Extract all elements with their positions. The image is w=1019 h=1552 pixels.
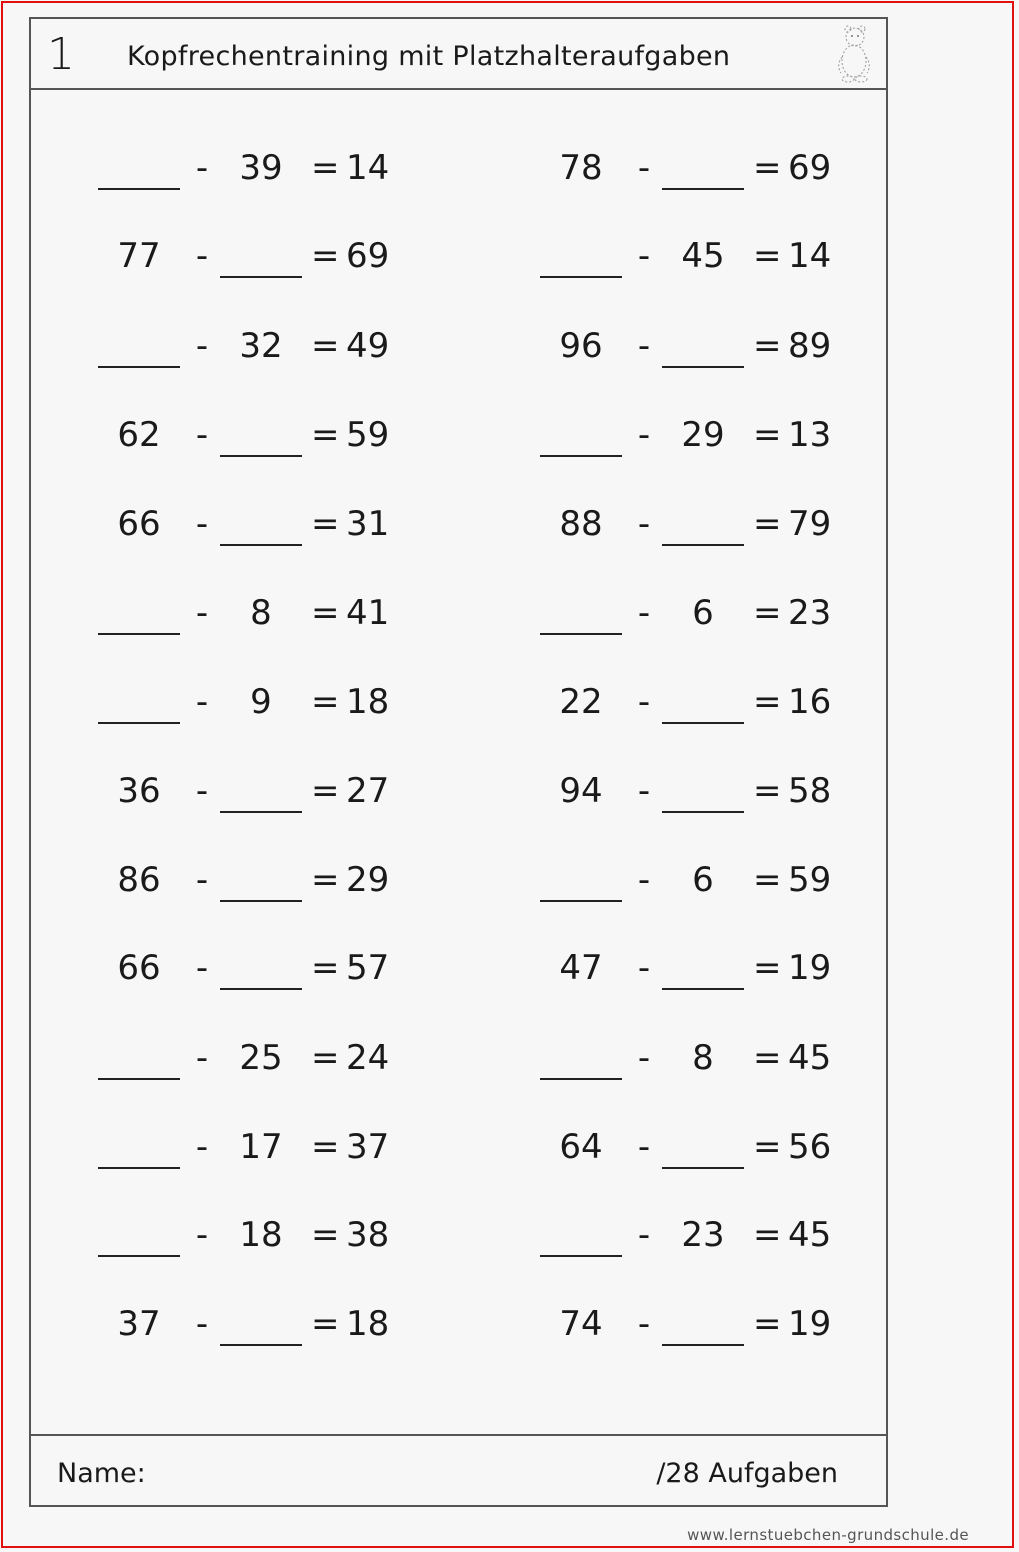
result: 23 bbox=[788, 593, 832, 633]
blank-line bbox=[98, 366, 180, 368]
answer-blank[interactable] bbox=[96, 588, 182, 638]
subtraction-problem bbox=[96, 1122, 416, 1172]
sheet-number: 1 bbox=[47, 29, 75, 80]
blank-line bbox=[662, 1344, 744, 1346]
blank-line bbox=[98, 1167, 180, 1169]
subtraction-problem bbox=[538, 588, 858, 638]
minus-sign: - bbox=[195, 682, 209, 722]
subtrahend: 9 bbox=[250, 682, 272, 722]
subtraction-problem bbox=[538, 855, 858, 905]
equals-sign: = bbox=[311, 1304, 340, 1344]
blank-line bbox=[220, 900, 302, 902]
result: 89 bbox=[788, 326, 832, 366]
minus-sign: - bbox=[637, 326, 651, 366]
equals-sign: = bbox=[311, 948, 340, 988]
equals-sign: = bbox=[311, 1215, 340, 1255]
equals-sign: = bbox=[753, 1304, 782, 1344]
subtrahend: 6 bbox=[692, 593, 714, 633]
answer-blank[interactable] bbox=[218, 231, 304, 281]
subtrahend: 45 bbox=[681, 236, 725, 276]
result: 69 bbox=[788, 148, 832, 188]
blank-line bbox=[540, 633, 622, 635]
result: 37 bbox=[346, 1127, 390, 1167]
result: 29 bbox=[346, 860, 390, 900]
result: 58 bbox=[788, 771, 832, 811]
sheet-title: Kopfrechentraining mit Platzhalteraufgaben bbox=[127, 41, 731, 72]
subtraction-problem bbox=[538, 1033, 858, 1083]
answer-blank[interactable] bbox=[538, 1033, 624, 1083]
result: 24 bbox=[346, 1038, 390, 1078]
result: 16 bbox=[788, 682, 832, 722]
minuend: 77 bbox=[117, 236, 161, 276]
blank-line bbox=[662, 811, 744, 813]
minuend: 96 bbox=[559, 326, 603, 366]
equals-sign: = bbox=[753, 771, 782, 811]
minuend: 66 bbox=[117, 948, 161, 988]
minus-sign: - bbox=[195, 948, 209, 988]
minuend: 88 bbox=[559, 504, 603, 544]
result: 69 bbox=[346, 236, 390, 276]
answer-blank[interactable] bbox=[218, 1299, 304, 1349]
answer-blank[interactable] bbox=[660, 1122, 746, 1172]
equals-sign: = bbox=[753, 682, 782, 722]
subtraction-problem bbox=[538, 943, 858, 993]
blank-line bbox=[662, 722, 744, 724]
subtraction-problem bbox=[96, 499, 416, 549]
answer-blank[interactable] bbox=[660, 677, 746, 727]
equals-sign: = bbox=[311, 1127, 340, 1167]
blank-line bbox=[220, 811, 302, 813]
equals-sign: = bbox=[753, 148, 782, 188]
subtrahend: 18 bbox=[239, 1215, 283, 1255]
answer-blank[interactable] bbox=[660, 766, 746, 816]
equals-sign: = bbox=[311, 236, 340, 276]
subtraction-problem bbox=[538, 1299, 858, 1349]
blank-line bbox=[220, 544, 302, 546]
subtraction-problem bbox=[96, 1299, 416, 1349]
minus-sign: - bbox=[637, 1127, 651, 1167]
subtrahend: 25 bbox=[239, 1038, 283, 1078]
equals-sign: = bbox=[311, 148, 340, 188]
answer-blank[interactable] bbox=[660, 1299, 746, 1349]
blank-line bbox=[662, 188, 744, 190]
minus-sign: - bbox=[637, 504, 651, 544]
equals-sign: = bbox=[753, 860, 782, 900]
subtrahend: 6 bbox=[692, 860, 714, 900]
blank-line bbox=[98, 1255, 180, 1257]
result: 19 bbox=[788, 1304, 832, 1344]
equals-sign: = bbox=[311, 415, 340, 455]
answer-blank[interactable] bbox=[660, 499, 746, 549]
blank-line bbox=[98, 188, 180, 190]
blank-line bbox=[540, 1078, 622, 1080]
blank-line bbox=[220, 276, 302, 278]
result: 59 bbox=[346, 415, 390, 455]
subtraction-problem bbox=[96, 410, 416, 460]
answer-blank[interactable] bbox=[96, 321, 182, 371]
minus-sign: - bbox=[637, 682, 651, 722]
answer-blank[interactable] bbox=[218, 943, 304, 993]
result: 14 bbox=[346, 148, 390, 188]
blank-line bbox=[540, 900, 622, 902]
minus-sign: - bbox=[637, 236, 651, 276]
minuend: 74 bbox=[559, 1304, 603, 1344]
minus-sign: - bbox=[637, 1215, 651, 1255]
blank-line bbox=[540, 1255, 622, 1257]
minus-sign: - bbox=[195, 1215, 209, 1255]
result: 56 bbox=[788, 1127, 832, 1167]
minuend: 78 bbox=[559, 148, 603, 188]
answer-blank[interactable] bbox=[538, 588, 624, 638]
result: 31 bbox=[346, 504, 390, 544]
subtraction-problem bbox=[538, 410, 858, 460]
answer-blank[interactable] bbox=[538, 410, 624, 460]
subtraction-problem bbox=[538, 766, 858, 816]
blank-line bbox=[98, 633, 180, 635]
subtrahend: 8 bbox=[250, 593, 272, 633]
subtrahend: 23 bbox=[681, 1215, 725, 1255]
result: 14 bbox=[788, 236, 832, 276]
minus-sign: - bbox=[195, 860, 209, 900]
answer-blank[interactable] bbox=[218, 855, 304, 905]
blank-line bbox=[540, 455, 622, 457]
equals-sign: = bbox=[753, 326, 782, 366]
equals-sign: = bbox=[753, 504, 782, 544]
minuend: 66 bbox=[117, 504, 161, 544]
blank-line bbox=[220, 1344, 302, 1346]
blank-line bbox=[98, 1078, 180, 1080]
answer-blank[interactable] bbox=[538, 231, 624, 281]
minuend: 86 bbox=[117, 860, 161, 900]
subtrahend: 17 bbox=[239, 1127, 283, 1167]
equals-sign: = bbox=[311, 326, 340, 366]
blank-line bbox=[662, 366, 744, 368]
result: 45 bbox=[788, 1038, 832, 1078]
subtraction-problem bbox=[538, 677, 858, 727]
subtrahend: 8 bbox=[692, 1038, 714, 1078]
equals-sign: = bbox=[311, 504, 340, 544]
result: 41 bbox=[346, 593, 390, 633]
subtrahend: 39 bbox=[239, 148, 283, 188]
blank-line bbox=[540, 276, 622, 278]
result: 57 bbox=[346, 948, 390, 988]
blank-line bbox=[662, 544, 744, 546]
minus-sign: - bbox=[195, 415, 209, 455]
minuend: 47 bbox=[559, 948, 603, 988]
answer-blank[interactable] bbox=[660, 143, 746, 193]
result: 59 bbox=[788, 860, 832, 900]
subtraction-problem bbox=[538, 143, 858, 193]
minus-sign: - bbox=[195, 1304, 209, 1344]
answer-blank[interactable] bbox=[96, 1122, 182, 1172]
equals-sign: = bbox=[753, 1127, 782, 1167]
equals-sign: = bbox=[311, 1038, 340, 1078]
subtraction-problem bbox=[96, 766, 416, 816]
minuend: 37 bbox=[117, 1304, 161, 1344]
subtraction-problem bbox=[96, 1033, 416, 1083]
equals-sign: = bbox=[311, 593, 340, 633]
minus-sign: - bbox=[637, 1304, 651, 1344]
subtraction-problem bbox=[96, 143, 416, 193]
minus-sign: - bbox=[195, 1038, 209, 1078]
subtrahend: 29 bbox=[681, 415, 725, 455]
answer-blank[interactable] bbox=[538, 855, 624, 905]
subtraction-problem bbox=[538, 321, 858, 371]
problems-area bbox=[31, 19, 886, 1505]
website-footer: www.lernstuebchen-grundschule.de bbox=[687, 1526, 969, 1544]
subtraction-problem bbox=[96, 231, 416, 281]
result: 49 bbox=[346, 326, 390, 366]
answer-blank[interactable] bbox=[538, 1210, 624, 1260]
name-label: Name: bbox=[57, 1458, 146, 1489]
blank-line bbox=[662, 988, 744, 990]
equals-sign: = bbox=[753, 236, 782, 276]
minuend: 62 bbox=[117, 415, 161, 455]
subtraction-problem bbox=[96, 943, 416, 993]
answer-blank[interactable] bbox=[96, 143, 182, 193]
subtrahend: 32 bbox=[239, 326, 283, 366]
answer-blank[interactable] bbox=[660, 943, 746, 993]
worksheet-footer bbox=[31, 1434, 886, 1505]
equals-sign: = bbox=[753, 415, 782, 455]
subtraction-problem bbox=[96, 1210, 416, 1260]
blank-line bbox=[662, 1167, 744, 1169]
worksheet bbox=[29, 17, 888, 1507]
minus-sign: - bbox=[195, 148, 209, 188]
subtraction-problem bbox=[96, 855, 416, 905]
result: 18 bbox=[346, 682, 390, 722]
equals-sign: = bbox=[753, 1038, 782, 1078]
result: 18 bbox=[346, 1304, 390, 1344]
blank-line bbox=[98, 722, 180, 724]
minus-sign: - bbox=[195, 593, 209, 633]
minuend: 36 bbox=[117, 771, 161, 811]
answer-blank[interactable] bbox=[218, 766, 304, 816]
blank-line bbox=[220, 455, 302, 457]
answer-blank[interactable] bbox=[96, 1033, 182, 1083]
minus-sign: - bbox=[195, 771, 209, 811]
equals-sign: = bbox=[753, 1215, 782, 1255]
answer-blank[interactable] bbox=[218, 410, 304, 460]
minuend: 22 bbox=[559, 682, 603, 722]
equals-sign: = bbox=[311, 860, 340, 900]
minus-sign: - bbox=[637, 860, 651, 900]
result: 19 bbox=[788, 948, 832, 988]
equals-sign: = bbox=[753, 948, 782, 988]
result: 79 bbox=[788, 504, 832, 544]
minus-sign: - bbox=[637, 593, 651, 633]
minus-sign: - bbox=[637, 415, 651, 455]
minus-sign: - bbox=[637, 148, 651, 188]
equals-sign: = bbox=[753, 593, 782, 633]
subtraction-problem bbox=[538, 231, 858, 281]
minus-sign: - bbox=[195, 1127, 209, 1167]
minus-sign: - bbox=[195, 326, 209, 366]
minuend: 94 bbox=[559, 771, 603, 811]
minus-sign: - bbox=[637, 771, 651, 811]
blank-line bbox=[220, 988, 302, 990]
minus-sign: - bbox=[195, 236, 209, 276]
result: 27 bbox=[346, 771, 390, 811]
subtraction-problem bbox=[96, 677, 416, 727]
score-label: /28 Aufgaben bbox=[656, 1458, 838, 1489]
equals-sign: = bbox=[311, 771, 340, 811]
subtraction-problem bbox=[538, 1210, 858, 1260]
minuend: 64 bbox=[559, 1127, 603, 1167]
answer-blank[interactable] bbox=[96, 1210, 182, 1260]
minus-sign: - bbox=[637, 948, 651, 988]
result: 38 bbox=[346, 1215, 390, 1255]
minus-sign: - bbox=[195, 504, 209, 544]
subtraction-problem bbox=[96, 321, 416, 371]
equals-sign: = bbox=[311, 682, 340, 722]
result: 45 bbox=[788, 1215, 832, 1255]
subtraction-problem bbox=[96, 588, 416, 638]
subtraction-problem bbox=[538, 499, 858, 549]
answer-blank[interactable] bbox=[660, 321, 746, 371]
subtraction-problem bbox=[538, 1122, 858, 1172]
minus-sign: - bbox=[637, 1038, 651, 1078]
result: 13 bbox=[788, 415, 832, 455]
answer-blank[interactable] bbox=[218, 499, 304, 549]
answer-blank[interactable] bbox=[96, 677, 182, 727]
